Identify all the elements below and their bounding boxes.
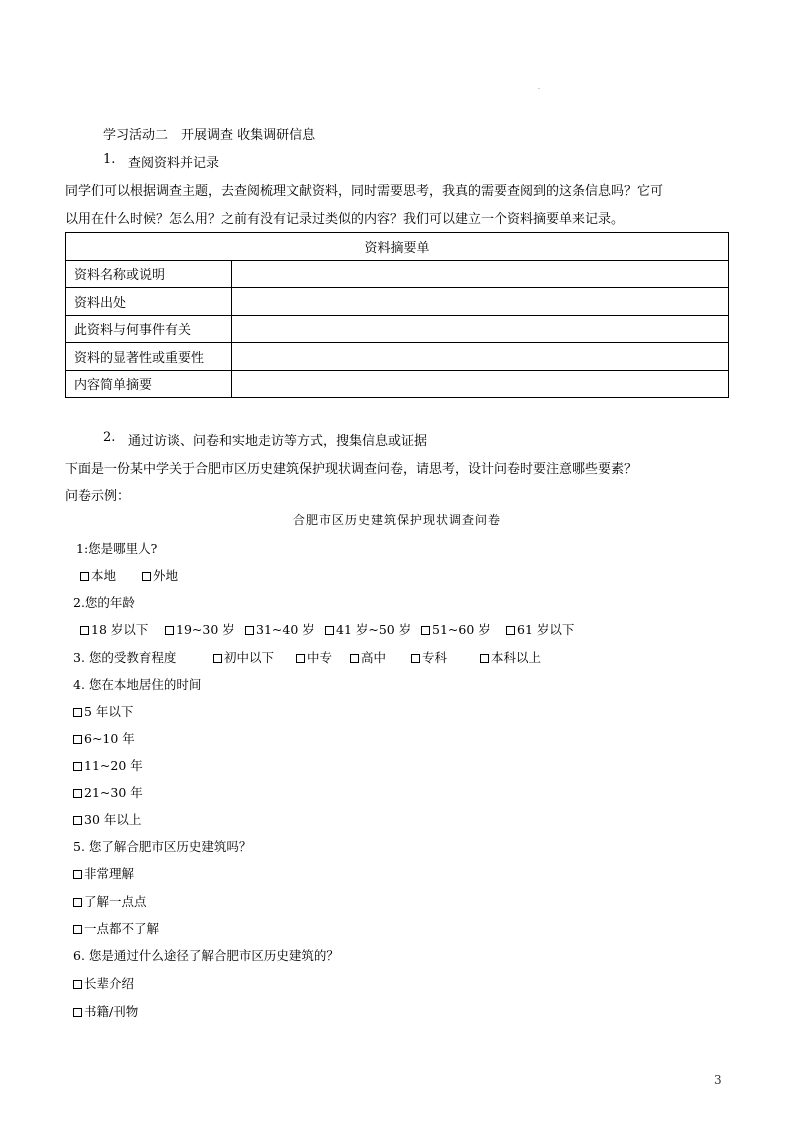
q5-option[interactable]: 一点都不了解	[73, 919, 159, 937]
q4-option[interactable]: 5 年以下	[73, 702, 133, 720]
q2-option[interactable]: 61 岁以下	[506, 620, 574, 638]
intro2: 下面是一份某中学关于合肥市区历史建筑保护现状调查问卷，请思考，设计问卷时要注意哪些要素？	[65, 462, 638, 477]
question-3: 3. 您的受教育程度	[73, 650, 177, 665]
q3-option[interactable]: 高中	[350, 648, 386, 666]
step1-title: 查阅资料并记录	[128, 156, 220, 171]
intro1-line1: 同学们可以根据调查主题，去查阅梳理文献资料，同时需要思考，我真的需要查阅到的这条信息吗？它可	[65, 184, 664, 199]
example-label: 问卷示例：	[65, 489, 131, 504]
q2-option[interactable]: 19~30 岁	[165, 620, 235, 638]
checkbox-icon[interactable]	[80, 626, 89, 635]
table-row-label: 资料出处	[66, 288, 232, 316]
table-cell-input[interactable]	[232, 260, 729, 288]
stray-mark: ·	[538, 86, 540, 93]
table-cell-input[interactable]	[232, 343, 729, 371]
table-row-label: 资料名称或说明	[66, 260, 232, 288]
checkbox-icon[interactable]	[165, 626, 174, 635]
checkbox-icon[interactable]	[480, 654, 489, 663]
q2-option[interactable]: 51~60 岁	[421, 620, 491, 638]
table-row-label: 资料的显著性或重要性	[66, 343, 232, 371]
table-row-label: 内容简单摘要	[66, 370, 232, 398]
table-cell-input[interactable]	[232, 315, 729, 343]
table-row	[66, 315, 729, 343]
q3-option[interactable]: 专科	[411, 648, 447, 666]
question-5: 5. 您了解合肥市区历史建筑吗？	[73, 839, 252, 854]
question-4: 4. 您在本地居住的时间	[73, 677, 202, 692]
checkbox-icon[interactable]	[73, 762, 82, 771]
checkbox-icon[interactable]	[73, 708, 82, 717]
checkbox-icon[interactable]	[73, 735, 82, 744]
checkbox-icon[interactable]	[506, 626, 515, 635]
table-row	[66, 343, 729, 371]
table-cell-input[interactable]	[232, 370, 729, 398]
question-2: 2.您的年龄	[73, 595, 135, 610]
table-row	[66, 260, 729, 288]
q4-option[interactable]: 11~20 年	[73, 756, 143, 774]
checkbox-icon[interactable]	[73, 980, 82, 989]
checkbox-icon[interactable]	[213, 654, 222, 663]
q3-option[interactable]: 本科以上	[480, 648, 541, 666]
checkbox-icon[interactable]	[245, 626, 254, 635]
question-6: 6. 您是通过什么途径了解合肥市区历史建筑的？	[73, 948, 339, 963]
table-row	[66, 288, 729, 316]
question-1: 1:您是哪里人?	[76, 541, 158, 556]
summary-table-title: 资料摘要单	[66, 233, 729, 261]
checkbox-icon[interactable]	[350, 654, 359, 663]
q3-option[interactable]: 初中以下	[213, 648, 274, 666]
q1-option-local[interactable]: 本地	[80, 566, 116, 584]
checkbox-icon[interactable]	[73, 1008, 82, 1017]
checkbox-icon[interactable]	[80, 572, 89, 581]
checkbox-icon[interactable]	[73, 789, 82, 798]
q6-option[interactable]: 书籍/刊物	[73, 1002, 138, 1020]
summary-table	[65, 232, 729, 398]
checkbox-icon[interactable]	[73, 870, 82, 879]
checkbox-icon[interactable]	[73, 898, 82, 907]
checkbox-icon[interactable]	[296, 654, 305, 663]
checkbox-icon[interactable]	[73, 816, 82, 825]
q2-option[interactable]: 18 岁以下	[80, 620, 148, 638]
q4-option[interactable]: 6~10 年	[73, 729, 135, 747]
q5-option[interactable]: 了解一点点	[73, 892, 147, 910]
checkbox-icon[interactable]	[411, 654, 420, 663]
activity-title: 学习活动二 开展调查 收集调研信息	[103, 128, 316, 143]
q2-option[interactable]: 31~40 岁	[245, 620, 315, 638]
table-row-label: 此资料与何事件有关	[66, 315, 232, 343]
checkbox-icon[interactable]	[325, 626, 334, 635]
checkbox-icon[interactable]	[421, 626, 430, 635]
q1-option-nonlocal[interactable]: 外地	[142, 566, 178, 584]
checkbox-icon[interactable]	[73, 925, 82, 934]
step2-title: 通过访谈、问卷和实地走访等方式，搜集信息或证据	[128, 434, 428, 449]
q3-option[interactable]: 中专	[296, 648, 332, 666]
table-cell-input[interactable]	[232, 288, 729, 316]
survey-title: 合肥市区历史建筑保护现状调查问卷	[292, 513, 501, 527]
table-row	[66, 370, 729, 398]
intro1-line2: 以用在什么时候？怎么用？之前有没有记录过类似的内容？我们可以建立一个资料摘要单来记录。	[65, 212, 625, 227]
q4-option[interactable]: 30 年以上	[73, 810, 141, 828]
q4-option[interactable]: 21~30 年	[73, 783, 143, 801]
page-number: 3	[714, 1073, 722, 1087]
checkbox-icon[interactable]	[142, 572, 151, 581]
q5-option[interactable]: 非常理解	[73, 864, 134, 882]
q2-option[interactable]: 41 岁~50 岁	[325, 620, 411, 638]
q6-option[interactable]: 长辈介绍	[73, 974, 134, 992]
step1-number: 1.	[103, 152, 116, 167]
step2-number: 2.	[103, 430, 116, 445]
